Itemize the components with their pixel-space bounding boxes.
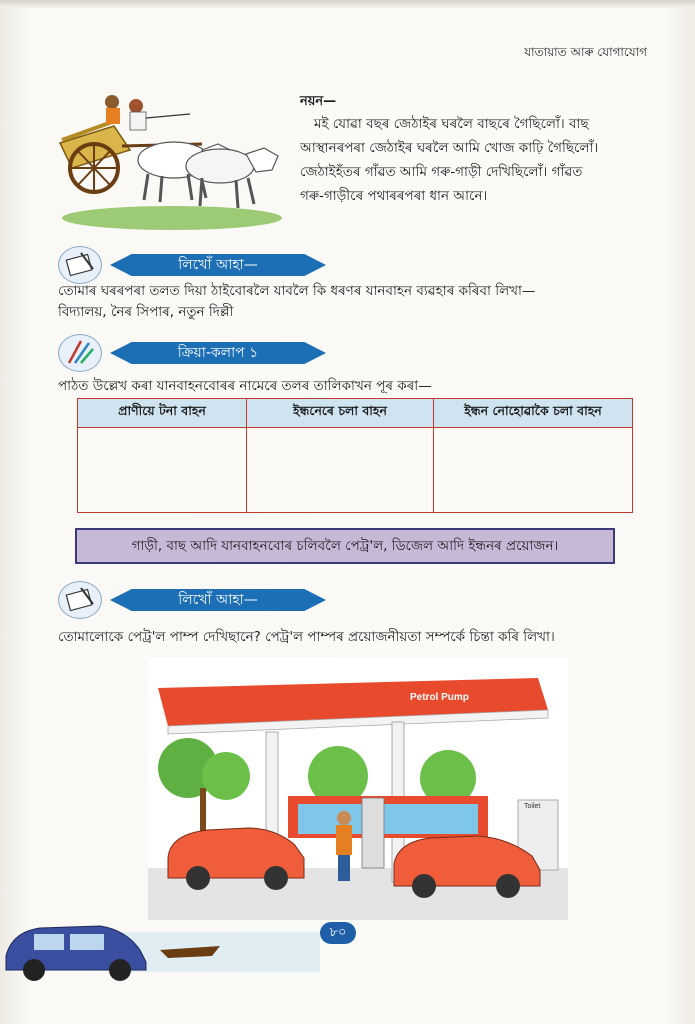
chapter-header: যাতায়াত আৰু যোগাযোগ <box>524 45 647 59</box>
dialogue-line: মই যোৱা বছৰ জেঠাইৰ ঘৰলৈ বাছৰে গৈছিলোঁ। বাছ <box>314 116 589 132</box>
section1-question: তোমাৰ ঘৰৰপৰা তলত দিয়া ঠাইবোৰলৈ যাবলৈ কি ধৰণৰ যানবাহন ব্যৱহাৰ কৰিবা লিখা— <box>58 283 536 299</box>
petrol-pump-illustration <box>148 658 568 920</box>
banner-text: লিখোঁ আহা— <box>178 592 258 608</box>
table-header-row <box>78 399 633 428</box>
table-cell-blank[interactable] <box>434 428 633 513</box>
bullock-cart-illustration <box>52 88 282 238</box>
dialogue-line: জেঠাইহঁতৰ গাঁৱত আমি গৰু-গাড়ী দেখিছিলোঁ। গাঁৱত <box>300 164 583 180</box>
table-cell-blank[interactable] <box>78 428 247 513</box>
page-top-edge <box>0 0 695 8</box>
section1-places: বিদ্যালয়, নৈৰ সিপাৰ, নতুন দিল্লী <box>58 304 234 320</box>
pencils-icon <box>58 334 102 372</box>
banner-text: লিখোঁ আহা— <box>178 257 258 273</box>
canopy-sign: Petrol Pump <box>410 692 469 703</box>
dialogue-line: গৰু-গাড়ীৰে পথাৰৰপৰা ধান আনে। <box>300 188 488 204</box>
notebook-pencil-icon <box>58 581 102 619</box>
table-cell-blank[interactable] <box>247 428 434 513</box>
table-row <box>78 428 633 513</box>
table-header-cell: ইন্ধনেৰে চলা বাহন <box>247 399 434 428</box>
dialogue-paragraph <box>300 112 662 208</box>
fuel-note-box: গাড়ী, বাছ আদি যানবাহনবোৰ চলিবলৈ পেট্ৰ'ল, ডিজেল আদি ইন্ধনৰ প্ৰয়োজন। <box>75 528 615 564</box>
dialogue-line: আস্থানৰপৰা জেঠাইৰ ঘৰলৈ আমি খোজ কাঢ়ি গৈছিলোঁ। <box>300 140 599 156</box>
write-section-banner-2 <box>58 585 328 615</box>
page-number: ৮০ <box>320 922 356 944</box>
table-header-cell: প্ৰাণীয়ে টনা বাহন <box>78 399 247 428</box>
banner-text: ক্ৰিয়া-কলাপ ১ <box>177 345 259 361</box>
toilet-sign: Toilet <box>524 803 541 810</box>
activity-table <box>77 398 633 513</box>
activity-instruction: পাঠত উল্লেখ কৰা যানবাহনবোৰৰ নামেৰে তলৰ তালিকাখন পূৰ কৰা— <box>58 378 432 394</box>
blue-car-illustration <box>0 912 320 992</box>
section2-question: তোমালোকে পেট্ৰ'ল পাম্প দেখিছানে? পেট্ৰ'ল পাম্পৰ প্ৰয়োজনীয়তা সম্পৰ্কে চিন্তা কৰি লিখা। <box>58 629 555 645</box>
table-header-cell: ইন্ধন নোহোৱাকৈ চলা বাহন <box>434 399 633 428</box>
activity-banner <box>58 338 328 368</box>
speaker-name: নয়ন— <box>300 94 337 109</box>
notebook-pencil-icon <box>58 246 102 284</box>
write-section-banner <box>58 250 328 280</box>
